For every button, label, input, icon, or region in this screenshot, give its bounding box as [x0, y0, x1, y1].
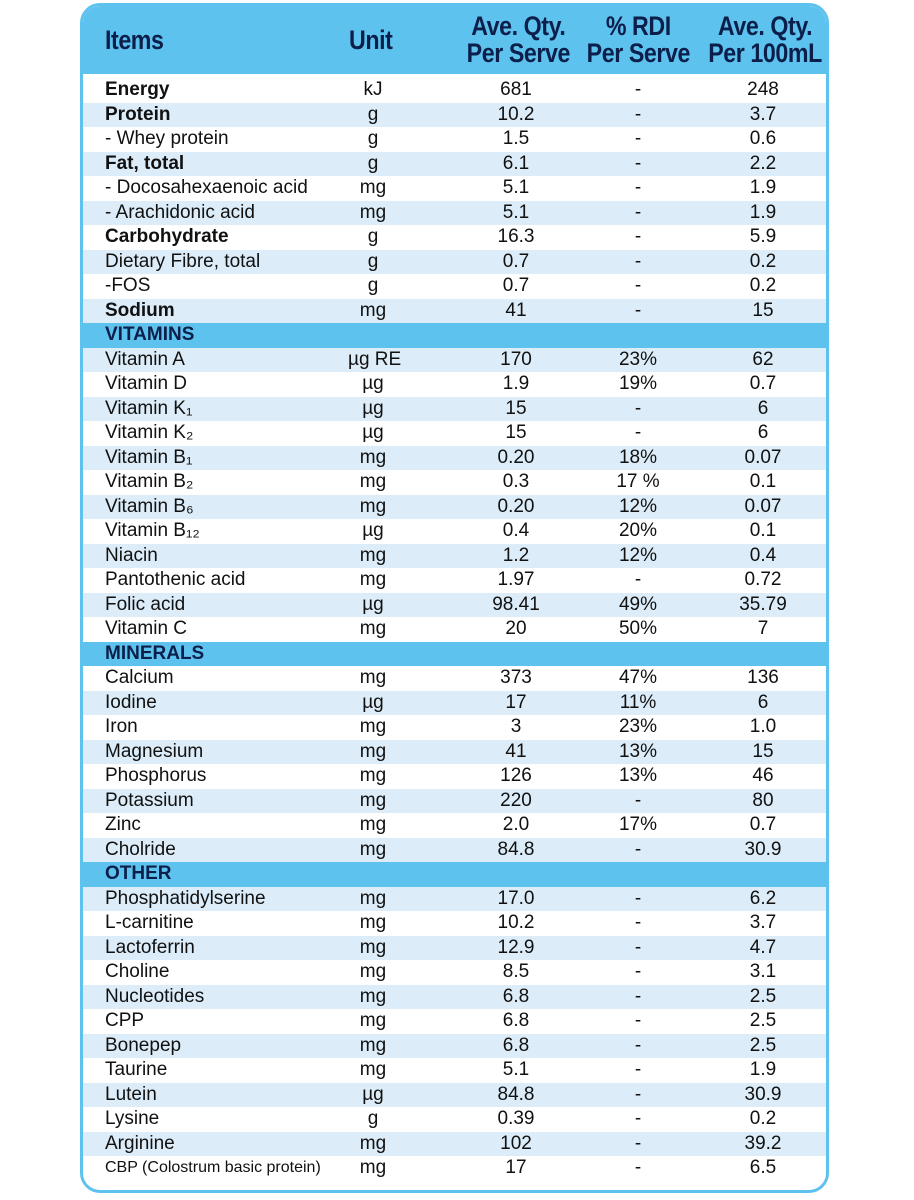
qty-per-100ml: 30.9	[744, 838, 782, 860]
rdi-per-serve: -	[634, 838, 642, 860]
table-row	[83, 838, 826, 863]
rdi-per-serve: 23%	[618, 348, 658, 370]
item-name: Lysine	[105, 1108, 160, 1129]
qty-per-100ml: 1.9	[749, 177, 777, 198]
table-row	[83, 1034, 826, 1059]
qty-per-serve: 17.0	[497, 887, 535, 909]
qty-per-serve: 84.8	[497, 1083, 535, 1105]
table-row	[83, 446, 826, 471]
qty-per-100ml: 6	[757, 691, 769, 713]
item-name: Arginine	[105, 1132, 175, 1154]
qty-per-serve: 5.1	[502, 1059, 530, 1080]
item-unit: µg	[362, 691, 384, 713]
qty-per-100ml: 80	[752, 789, 774, 811]
qty-per-100ml: 1.0	[749, 716, 777, 737]
item-unit: mg	[359, 618, 387, 639]
table-row	[83, 813, 826, 838]
table-row	[83, 470, 826, 495]
rdi-per-serve: 13%	[618, 740, 658, 762]
qty-per-100ml: 35.79	[739, 593, 787, 615]
rdi-per-serve: 17 %	[616, 471, 660, 492]
table-row	[83, 789, 826, 814]
item-unit: mg	[359, 299, 387, 321]
rdi-per-serve: -	[634, 226, 642, 247]
qty-per-100ml: 0.2	[749, 250, 777, 272]
rdi-per-serve: 17%	[618, 814, 658, 835]
section-header-row	[83, 862, 826, 887]
table-row	[83, 544, 826, 569]
header-per100-line1: Ave. Qty.	[717, 11, 813, 41]
qty-per-serve: 6.1	[502, 152, 530, 174]
qty-per-serve: 98.41	[492, 593, 540, 615]
item-name: Lactoferrin	[105, 936, 195, 958]
item-name: Potassium	[105, 789, 194, 811]
item-name: -FOS	[105, 275, 151, 296]
item-unit: mg	[359, 569, 387, 590]
item-unit: g	[367, 152, 379, 174]
rdi-per-serve: 49%	[618, 593, 658, 615]
rdi-per-serve: -	[634, 887, 642, 909]
qty-per-serve: 10.2	[497, 103, 535, 125]
item-name: Vitamin A	[105, 348, 185, 370]
rdi-per-serve: -	[634, 789, 642, 811]
item-unit: g	[367, 1108, 379, 1129]
item-name: Vitamin B₂	[105, 471, 194, 492]
qty-per-100ml: 30.9	[744, 1083, 782, 1105]
item-unit: g	[367, 128, 379, 149]
item-unit: mg	[359, 544, 387, 566]
item-unit: mg	[359, 667, 387, 688]
qty-per-100ml: 6	[757, 422, 769, 443]
rdi-per-serve: -	[634, 1083, 642, 1105]
qty-per-100ml: 0.07	[744, 446, 782, 468]
qty-per-100ml: 4.7	[749, 936, 777, 958]
item-name: Fat, total	[105, 152, 185, 174]
rdi-per-serve: -	[634, 936, 642, 958]
qty-per-100ml: 15	[752, 740, 774, 762]
item-unit: mg	[359, 471, 387, 492]
table-row	[83, 495, 826, 520]
item-unit: mg	[359, 740, 387, 762]
item-name: Protein	[105, 103, 171, 125]
item-unit: g	[367, 226, 379, 247]
item-unit: mg	[359, 1132, 387, 1154]
qty-per-100ml: 0.72	[744, 569, 782, 590]
item-unit: mg	[359, 789, 387, 811]
rdi-per-serve: -	[634, 1010, 642, 1031]
item-name: L-carnitine	[105, 912, 194, 933]
table-row	[83, 715, 826, 740]
qty-per-100ml: 1.9	[749, 1059, 777, 1080]
table-row	[83, 764, 826, 789]
header-rdi-per-serve	[586, 6, 690, 74]
table-row	[83, 225, 826, 250]
item-unit: µg	[362, 373, 384, 394]
rdi-per-serve: -	[634, 1034, 642, 1056]
item-name: Phosphatidylserine	[105, 887, 266, 909]
qty-per-100ml: 2.2	[749, 152, 777, 174]
item-unit: mg	[359, 1059, 387, 1080]
item-name: Phosphorus	[105, 765, 207, 786]
qty-per-serve: 17	[505, 691, 527, 713]
item-unit: mg	[359, 1034, 387, 1056]
qty-per-serve: 15	[505, 397, 527, 419]
item-name: Cholride	[105, 838, 176, 860]
section-title: MINERALS	[105, 642, 205, 664]
qty-per-100ml: 39.2	[744, 1132, 782, 1154]
item-unit: mg	[359, 201, 387, 223]
qty-per-serve: 15	[505, 422, 527, 443]
qty-per-100ml: 7	[757, 618, 769, 639]
qty-per-100ml: 0.07	[744, 495, 782, 517]
table-row	[83, 421, 826, 446]
table-row	[83, 372, 826, 397]
item-unit: µg	[362, 1083, 384, 1105]
table-row	[83, 1083, 826, 1108]
rdi-per-serve: -	[634, 299, 642, 321]
table-row	[83, 152, 826, 177]
header-qty-per-serve	[466, 6, 570, 74]
item-name: Vitamin K₂	[105, 422, 194, 443]
item-unit: µg	[362, 397, 384, 419]
item-name: Vitamin D	[105, 373, 188, 394]
rdi-per-serve: -	[634, 201, 642, 223]
item-unit: µg	[362, 520, 384, 541]
item-unit: mg	[359, 1157, 387, 1178]
table-row	[83, 1058, 826, 1083]
rdi-per-serve: -	[634, 1157, 642, 1178]
table-row	[83, 274, 826, 299]
item-unit: mg	[359, 765, 387, 786]
rdi-per-serve: 23%	[618, 716, 658, 737]
item-name: Vitamin B₁	[105, 446, 193, 468]
qty-per-serve: 0.39	[497, 1108, 535, 1129]
qty-per-serve: 3	[510, 716, 522, 737]
qty-per-serve: 681	[500, 79, 532, 100]
item-name: Zinc	[105, 814, 141, 835]
rdi-per-serve: -	[634, 177, 642, 198]
rdi-per-serve: 47%	[618, 667, 658, 688]
qty-per-serve: 126	[500, 765, 532, 786]
qty-per-100ml: 0.4	[749, 544, 777, 566]
qty-per-serve: 373	[500, 667, 532, 688]
table-row	[83, 78, 826, 103]
table-row	[83, 1009, 826, 1034]
qty-per-serve: 5.1	[502, 177, 530, 198]
table-row	[83, 740, 826, 765]
qty-per-serve: 1.97	[497, 569, 535, 590]
table-row	[83, 617, 826, 642]
qty-per-serve: 0.20	[497, 495, 535, 517]
rdi-per-serve: -	[634, 103, 642, 125]
section-header-row	[83, 323, 826, 348]
table-row	[83, 519, 826, 544]
qty-per-serve: 2.0	[502, 814, 530, 835]
item-name: Magnesium	[105, 740, 204, 762]
table-row	[83, 250, 826, 275]
qty-per-100ml: 2.5	[749, 1010, 777, 1031]
header-rdi-line2: Per Serve	[586, 38, 690, 68]
table-row	[83, 691, 826, 716]
item-unit: mg	[359, 887, 387, 909]
item-unit: µg	[362, 593, 384, 615]
qty-per-100ml: 3.7	[749, 103, 777, 125]
item-name: Carbohydrate	[105, 226, 229, 247]
qty-per-serve: 5.1	[502, 201, 530, 223]
header-per100-line2: Per 100mL	[708, 38, 822, 68]
qty-per-100ml: 0.1	[749, 520, 777, 541]
item-unit: mg	[359, 495, 387, 517]
header-items: Items	[105, 24, 164, 55]
rdi-per-serve: -	[634, 422, 642, 443]
qty-per-serve: 0.4	[502, 520, 530, 541]
table-row	[83, 397, 826, 422]
table-row	[83, 887, 826, 912]
qty-per-serve: 41	[505, 740, 527, 762]
qty-per-100ml: 6	[757, 397, 769, 419]
qty-per-serve: 6.8	[502, 1034, 530, 1056]
qty-per-100ml: 136	[747, 667, 779, 688]
item-name: CPP	[105, 1010, 145, 1031]
qty-per-100ml: 3.7	[749, 912, 777, 933]
qty-per-100ml: 46	[752, 765, 774, 786]
item-unit: mg	[359, 936, 387, 958]
rdi-per-serve: 20%	[618, 520, 658, 541]
table-row	[83, 1132, 826, 1157]
rdi-per-serve: -	[634, 985, 642, 1007]
item-unit: mg	[359, 814, 387, 835]
header-unit: Unit	[349, 24, 393, 55]
qty-per-serve: 20	[505, 618, 527, 639]
rdi-per-serve: -	[634, 1108, 642, 1129]
qty-per-100ml: 0.2	[749, 1108, 777, 1129]
item-unit: g	[367, 250, 379, 272]
rdi-per-serve: -	[634, 569, 642, 590]
table-row	[83, 985, 826, 1010]
rdi-per-serve: -	[634, 250, 642, 272]
item-unit: g	[367, 275, 379, 296]
item-name: Energy	[105, 79, 170, 100]
qty-per-100ml: 3.1	[749, 961, 777, 982]
item-name: Choline	[105, 961, 170, 982]
item-unit: mg	[359, 177, 387, 198]
item-unit: mg	[359, 716, 387, 737]
table-row	[83, 666, 826, 691]
item-unit: mg	[359, 912, 387, 933]
qty-per-serve: 10.2	[497, 912, 535, 933]
header-rdi-line1: % RDI	[605, 11, 671, 41]
qty-per-serve: 8.5	[502, 961, 530, 982]
table-row	[83, 936, 826, 961]
section-title: OTHER	[105, 863, 172, 884]
item-name: Bonepep	[105, 1034, 182, 1056]
qty-per-100ml: 0.6	[749, 128, 777, 149]
qty-per-serve: 0.20	[497, 446, 535, 468]
rdi-per-serve: 11%	[619, 691, 657, 713]
table-row	[83, 201, 826, 226]
qty-per-100ml: 6.2	[749, 887, 777, 909]
header-qty-per-100ml	[710, 6, 820, 74]
table-row	[83, 299, 826, 324]
rdi-per-serve: -	[634, 152, 642, 174]
section-title: VITAMINS	[105, 324, 195, 345]
rdi-per-serve: -	[634, 275, 642, 296]
qty-per-serve: 84.8	[497, 838, 535, 860]
qty-per-serve: 1.2	[502, 544, 530, 566]
item-name: Pantothenic acid	[105, 569, 246, 590]
qty-per-100ml: 6.5	[749, 1157, 777, 1178]
section-header-row	[83, 642, 826, 667]
table-header	[83, 6, 826, 74]
qty-per-serve: 0.7	[502, 250, 530, 272]
table-row	[83, 348, 826, 373]
item-name: Iron	[105, 716, 138, 737]
item-name: Vitamin C	[105, 618, 188, 639]
item-name: Vitamin K₁	[105, 397, 193, 419]
item-name: Taurine	[105, 1059, 168, 1080]
qty-per-100ml: 1.9	[749, 201, 777, 223]
qty-per-100ml: 2.5	[749, 985, 777, 1007]
item-name: - Arachidonic acid	[105, 201, 255, 223]
nutrition-table	[80, 3, 829, 1193]
qty-per-100ml: 0.7	[749, 814, 777, 835]
qty-per-serve: 102	[500, 1132, 532, 1154]
qty-per-serve: 1.9	[502, 373, 530, 394]
rdi-per-serve: 19%	[618, 373, 658, 394]
qty-per-100ml: 0.7	[749, 373, 777, 394]
table-row	[83, 1156, 826, 1181]
rdi-per-serve: 50%	[618, 618, 658, 639]
item-unit: mg	[359, 838, 387, 860]
header-qty-line2: Per Serve	[466, 38, 570, 68]
item-unit: µg	[362, 422, 384, 443]
rdi-per-serve: -	[634, 912, 642, 933]
qty-per-serve: 0.7	[502, 275, 530, 296]
item-name: Folic acid	[105, 593, 186, 615]
item-unit: mg	[359, 961, 387, 982]
qty-per-100ml: 62	[752, 348, 774, 370]
table-row	[83, 960, 826, 985]
rdi-per-serve: -	[634, 961, 642, 982]
qty-per-serve: 170	[500, 348, 532, 370]
rdi-per-serve: 12%	[618, 544, 658, 566]
qty-per-serve: 6.8	[502, 985, 530, 1007]
item-name: Vitamin B₁₂	[105, 520, 200, 541]
table-row	[83, 568, 826, 593]
qty-per-100ml: 5.9	[749, 226, 777, 247]
item-unit: mg	[359, 446, 387, 468]
rdi-per-serve: -	[634, 1132, 642, 1154]
qty-per-serve: 12.9	[497, 936, 535, 958]
qty-per-serve: 0.3	[502, 471, 530, 492]
item-name: - Whey protein	[105, 128, 229, 149]
table-row	[83, 127, 826, 152]
table-row	[83, 1107, 826, 1132]
qty-per-serve: 6.8	[502, 1010, 530, 1031]
item-name: Niacin	[105, 544, 158, 566]
item-unit: g	[367, 103, 379, 125]
rdi-per-serve: -	[634, 79, 642, 100]
rdi-per-serve: -	[634, 1059, 642, 1080]
qty-per-100ml: 15	[752, 299, 774, 321]
item-name: Dietary Fibre, total	[105, 250, 261, 272]
item-unit: µg RE	[348, 348, 402, 370]
qty-per-100ml: 248	[747, 79, 779, 100]
qty-per-serve: 220	[500, 789, 532, 811]
item-name: Nucleotides	[105, 985, 205, 1007]
qty-per-serve: 1.5	[502, 128, 530, 149]
qty-per-100ml: 0.1	[749, 471, 777, 492]
item-unit: mg	[359, 1010, 387, 1031]
qty-per-serve: 41	[505, 299, 527, 321]
item-name: Lutein	[105, 1083, 157, 1105]
item-unit: mg	[359, 985, 387, 1007]
rdi-per-serve: -	[634, 397, 642, 419]
item-unit: kJ	[363, 79, 383, 100]
qty-per-100ml: 2.5	[749, 1034, 777, 1056]
item-name: Calcium	[105, 667, 174, 688]
item-name: Vitamin B₆	[105, 495, 194, 517]
table-row	[83, 593, 826, 618]
rdi-per-serve: -	[634, 128, 642, 149]
table-row	[83, 103, 826, 128]
rdi-per-serve: 18%	[618, 446, 658, 468]
item-name: CBP (Colostrum basic protein)	[105, 1159, 321, 1176]
item-name: - Docosahexaenoic acid	[105, 177, 308, 198]
table-row	[83, 176, 826, 201]
rdi-per-serve: 12%	[618, 495, 658, 517]
item-name: Sodium	[105, 299, 175, 321]
qty-per-100ml: 0.2	[749, 275, 777, 296]
qty-per-serve: 16.3	[497, 226, 535, 247]
qty-per-serve: 17	[505, 1157, 527, 1178]
item-name: Iodine	[105, 691, 157, 713]
header-qty-line1: Ave. Qty.	[471, 11, 566, 41]
rdi-per-serve: 13%	[618, 765, 658, 786]
table-row	[83, 911, 826, 936]
